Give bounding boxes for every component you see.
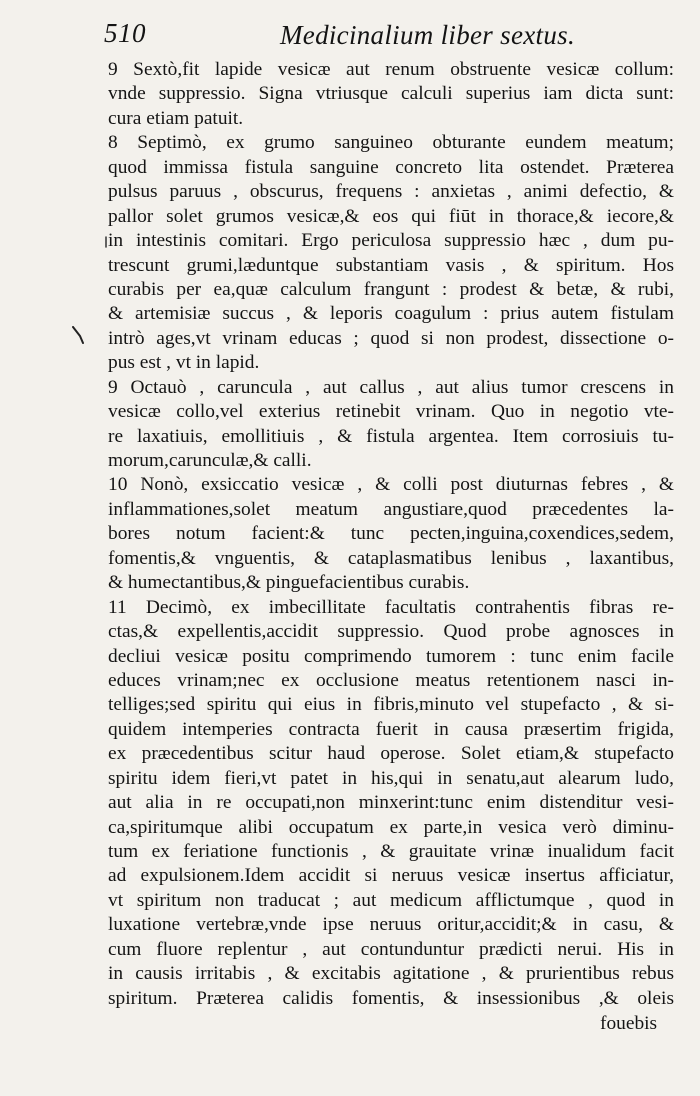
text-line: vt spiritum non traducat ; aut medicum afflictumque , quod in xyxy=(108,889,674,911)
text-line: luxatione vertebræ,vnde ipse neruus oritur,accidit;& in casu, & xyxy=(108,914,674,936)
text-line: fomentis,& vnguentis, & cataplasmatibus lenibus , laxantibus, xyxy=(108,547,674,569)
text-line: 10 Nonò, exsiccatio vesicæ , & colli post diuturnas febres , & xyxy=(108,474,674,496)
text-line: pallor solet grumos vesicæ,& eos qui fiūt in thorace,& iecore,& xyxy=(108,205,674,227)
ink-mark-icon xyxy=(72,326,84,344)
text-line: trescunt grumi,læduntque substantiam vasis , & spiritum. Hos xyxy=(108,254,674,276)
body-text xyxy=(108,58,674,1011)
text-line: intrò ages,vt vrinam educas ; quod si non prodest, dissectione o- xyxy=(108,327,674,349)
text-line: ca,spiritumque alibi occupatum ex parte,in vesica verò diminu- xyxy=(108,816,674,838)
text-line: 9 Sextò,fit lapide vesicæ aut renum obstruente vesicæ collum: xyxy=(108,59,674,80)
text-line: 8 Septimò, ex grumo sanguineo obturante eundem meatum; xyxy=(108,132,674,154)
text-line: decliui vesicæ positu comprimendo tumorem : tunc enim facile xyxy=(108,645,674,667)
text-line: in causis irritabis , & excitabis agitatione , & prurientibus rebus xyxy=(108,963,674,985)
text-line: quod immissa fistula sanguine concreto lita ostendet. Præterea xyxy=(108,156,674,178)
text-line: spiritum. Præterea calidis fomentis, & insessionibus ,& oleis xyxy=(108,987,674,1009)
text-line: pulsus paruus , obscurus, frequens : anxietas , animi defectio, & xyxy=(108,181,674,203)
text-line: vnde suppressio. Signa vtriusque calculi superius iam dicta sunt: xyxy=(108,83,674,105)
text-line: pus est , vt in lapid. xyxy=(108,352,260,374)
text-line: spiritu idem fieri,vt patet in his,qui in senatu,aut alearum ludo, xyxy=(108,767,674,789)
text-line: educes vrinam;nec ex occlusione meatus retentionem nasci in- xyxy=(108,669,674,691)
page-number: 510 xyxy=(104,18,146,48)
text-line: morum,carunculæ,& calli. xyxy=(108,450,312,471)
text-line: 9 Octauò , caruncula , aut callus , aut alius tumor crescens in xyxy=(108,376,674,398)
text-line: cum fluore replentur , aut contunduntur prædicti nerui. His in xyxy=(108,938,674,960)
ink-tick-icon xyxy=(104,236,108,248)
text-line: re laxatiuis, emollitiuis , & fistula argentea. Item corrosiuis tu- xyxy=(108,425,674,447)
text-line: tum ex feriatione functionis , & grauitate vrinæ inualidum facit xyxy=(108,841,674,862)
text-line: inflammationes,solet meatum angustiare,quod præcedentes la- xyxy=(108,498,674,520)
text-line: telliges;sed spiritu qui eius in fibris,minuto vel stupefacto , & si- xyxy=(108,694,674,716)
text-line: quidem intemperies contracta fuerit in causa præsertim frigida, xyxy=(108,718,674,740)
text-line: curabis per ea,quæ calculum frangunt : prodest & betæ, & rubi, xyxy=(108,278,674,300)
text-line: in intestinis comitari. Ergo periculosa suppressio hæc , dum pu- xyxy=(108,230,674,252)
text-line: aut alia in re occupati,non minxerint:tunc enim distenditur vesi- xyxy=(108,792,674,814)
catchword: fouebis xyxy=(600,1013,658,1034)
text-line: ex præcedentibus scitur haud operose. Solet etiam,& stupefacto xyxy=(108,743,674,765)
text-line: bores notum facient:& tunc pecten,inguina,coxendices,sedem, xyxy=(108,523,674,545)
text-line: & humectantibus,& pinguefacientibus curabis. xyxy=(108,572,470,594)
text-line: 11 Decimò, ex imbecillitate facultatis contrahentis fibras re- xyxy=(108,596,674,618)
text-line: cura etiam patuit. xyxy=(108,107,244,129)
running-title: Medicinalium liber sextus. xyxy=(280,20,575,50)
text-line: ctas,& expellentis,accidit suppressio. Quod probe agnosces in xyxy=(108,621,674,643)
text-line: ad expulsionem.Idem accidit si neruus vesicæ insertus afficiatur, xyxy=(108,865,674,887)
page-header xyxy=(104,14,674,54)
text-line: vesicæ collo,vel exterius retinebit vrinam. Quo in negotio vte- xyxy=(108,401,674,423)
text-line: & artemisiæ succus , & leporis coagulum : prius autem fistulam xyxy=(108,303,674,325)
